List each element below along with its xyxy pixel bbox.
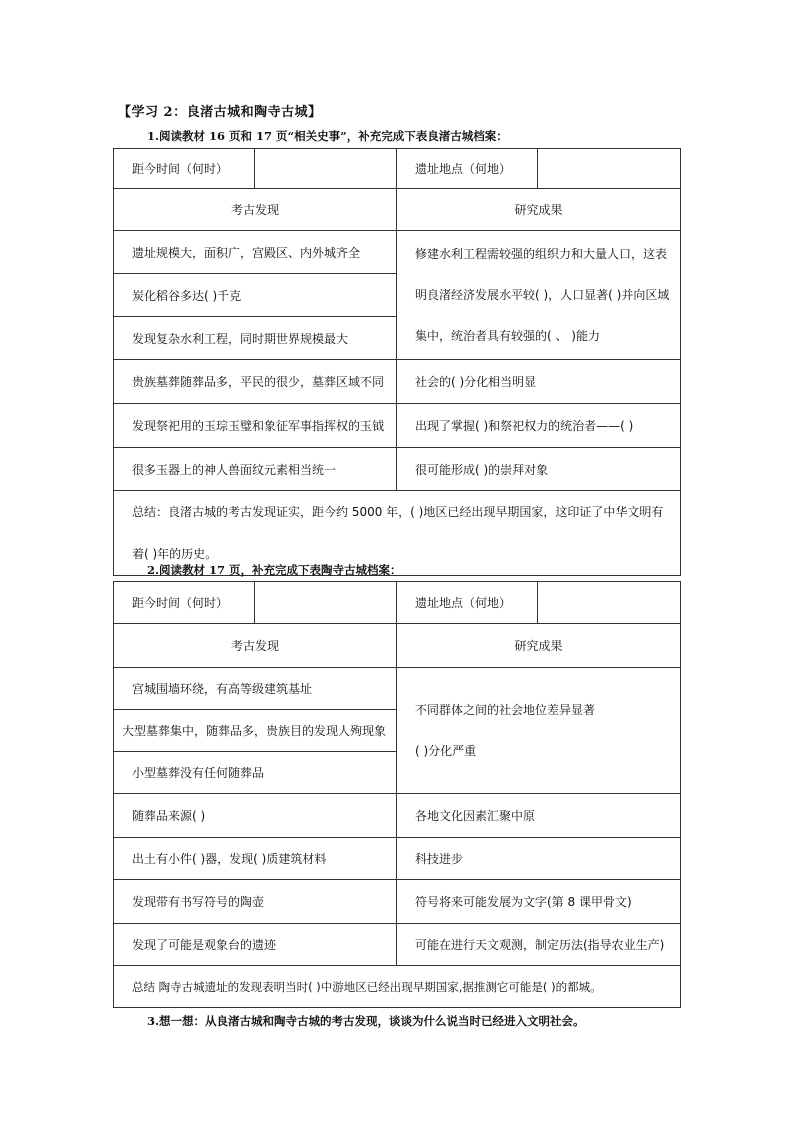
location-answer-field[interactable] xyxy=(538,582,681,624)
merged-result-line: 不同群体之间的社会地位差异显著 xyxy=(415,702,596,717)
discovery-cell: 发现复杂水利工程，同时期世界规模最大 xyxy=(114,317,397,360)
summary-cell: 总结 陶寺古城遗址的发现表明当时( )中游地区已经出现早期国家,据推测它可能是( )的都城。 xyxy=(114,966,681,1008)
location-label: 遗址地点（何地） xyxy=(397,582,538,624)
col-header-results: 研究成果 xyxy=(397,624,681,668)
discovery-cell: 发现了可能是观象台的遗迹 xyxy=(114,924,397,966)
time-answer-field[interactable] xyxy=(255,149,397,189)
col-header-results: 研究成果 xyxy=(397,189,681,231)
discovery-cell: 小型墓葬没有任何随葬品 xyxy=(114,752,397,794)
discovery-cell: 炭化稻谷多达( )千克 xyxy=(114,274,397,317)
discovery-cell: 发现带有书写符号的陶壶 xyxy=(114,880,397,924)
merged-result-line: ( )分化严重 xyxy=(415,743,477,758)
taosi-table xyxy=(113,581,681,1008)
discovery-cell: 很多玉器上的神人兽面纹元素相当统一 xyxy=(114,448,397,491)
result-cell: 科技进步 xyxy=(397,838,681,880)
summary-cell: 总结：良渚古城的考古发现证实，距今约 5000 年，( )地区已经出现早期国家，这印证了中华文明有着( )年的历史。 xyxy=(114,491,681,576)
location-label: 遗址地点（何地） xyxy=(397,149,538,189)
result-cell: 各地文化因素汇聚中原 xyxy=(397,794,681,838)
liangzhu-table xyxy=(113,148,681,576)
result-cell: 很可能形成( )的崇拜对象 xyxy=(397,448,681,491)
time-label: 距今时间（何时） xyxy=(114,149,255,189)
discovery-cell: 宫城围墙环绕，有高等级建筑基址 xyxy=(114,668,397,710)
result-cell: 出现了掌握( )和祭祀权力的统治者——( ) xyxy=(397,404,681,448)
result-cell: 符号将来可能发展为文字(第 8 课甲骨文) xyxy=(397,880,681,924)
discovery-cell: 发现祭祀用的玉琮玉璧和象征军事指挥权的玉钺 xyxy=(114,404,397,448)
result-cell: 社会的( )分化相当明显 xyxy=(397,360,681,404)
merged-result-cell xyxy=(397,668,681,794)
discovery-cell: 随葬品来源( ) xyxy=(114,794,397,838)
section-heading: 【学习 2：良渚古城和陶寺古城】 xyxy=(118,105,322,120)
merged-result-cell: 修建水利工程需较强的组织力和大量人口，这表明良渚经济发展水平较( )，人口显著( )并向区域集中，统治者具有较强的( 、 )能力 xyxy=(397,231,681,360)
result-cell: 可能在进行天文观测，制定历法(指导农业生产) xyxy=(397,924,681,966)
instruction-1: 1.阅读教材 16 页和 17 页“相关史事”，补充完成下表良渚古城档案： xyxy=(147,129,508,143)
instruction-2: 2.阅读教材 17 页，补充完成下表陶寺古城档案： xyxy=(147,563,402,577)
time-answer-field[interactable] xyxy=(255,582,397,624)
discovery-cell: 出土有小件( )器，发现( )质建筑材料 xyxy=(114,838,397,880)
discovery-cell: 大型墓葬集中，随葬品多，贵族目的发现人殉现象 xyxy=(114,710,397,752)
location-answer-field[interactable] xyxy=(538,149,681,189)
col-header-discovery: 考古发现 xyxy=(114,189,397,231)
col-header-discovery: 考古发现 xyxy=(114,624,397,668)
instruction-3: 3.想一想：从良渚古城和陶寺古城的考古发现，谈谈为什么说当时已经进入文明社会。 xyxy=(147,1014,585,1028)
discovery-cell: 遗址规模大，面积广，宫殿区、内外城齐全 xyxy=(114,231,397,274)
discovery-cell: 贵族墓葬随葬品多，平民的很少，墓葬区域不同 xyxy=(114,360,397,404)
time-label: 距今时间（何时） xyxy=(114,582,255,624)
